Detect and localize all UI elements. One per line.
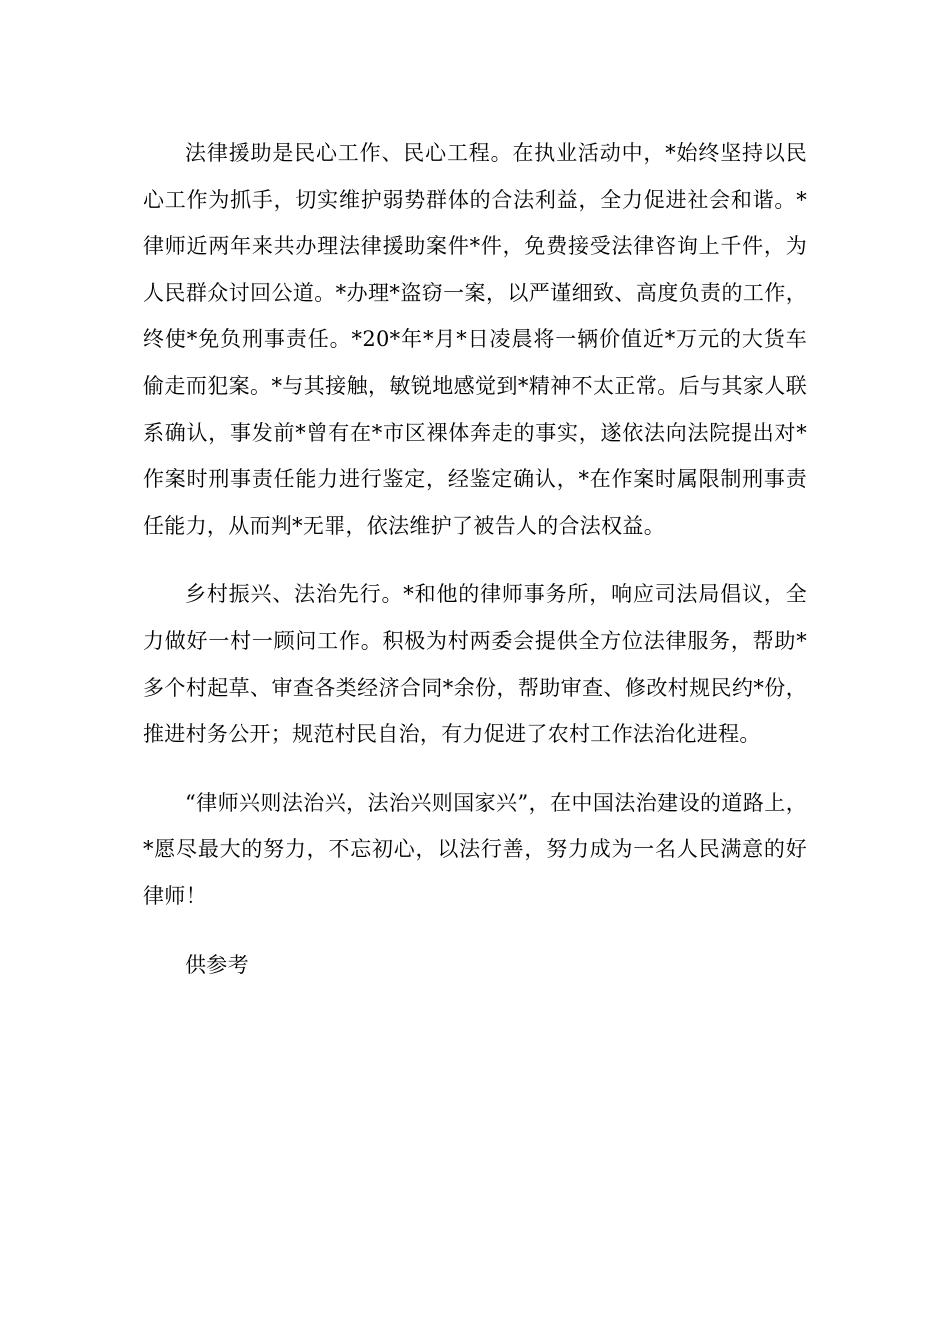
closing-note: 供参考	[185, 952, 249, 977]
paragraph-lawyer-motto: “律师兴则法治兴，法治兴则国家兴”，在中国法治建设的道路上，*愿尽最大的努力，不忘初心，以法行善，努力成为一名人民满意的好律师！	[143, 790, 807, 908]
paragraph-rural-revitalization: 乡村振兴、法治先行。*和他的律师事务所，响应司法局倡议，全力做好一村一顾问工作。积极为村两委会提供全方位法律服务，帮助*多个村起草、审查各类经济合同*余份，帮助审查、修改村规民约*份，推进村务公开；规范村民自治，有力促进了农村工作法治化进程。	[143, 582, 807, 747]
paragraph-legal-aid: 法律援助是民心工作、民心工程。在执业活动中，*始终坚持以民心工作为抓手，切实维护弱势群体的合法利益，全力促进社会和谐。*律师近两年来共办理法律援助案件*件，免费接受法律咨询上千件，为人民群众讨回公道。*办理*盗窃一案，以严谨细致、高度负责的工作，终使*免负刑事责任。*20*年*月*日凌晨将一辆价值近*万元的大货车偷走而犯案。*与其接触，敏锐地感觉到*精神不太正常。后与其家人联系确认，事发前*曾有在*市区裸体奔走的事实，遂依法向法院提出对*作案时刑事责任能力进行鉴定，经鉴定确认，*在作案时属限制刑事责任能力，从而判*无罪，依法维护了被告人的合法权益。	[143, 141, 807, 538]
document-body	[143, 130, 807, 1010]
